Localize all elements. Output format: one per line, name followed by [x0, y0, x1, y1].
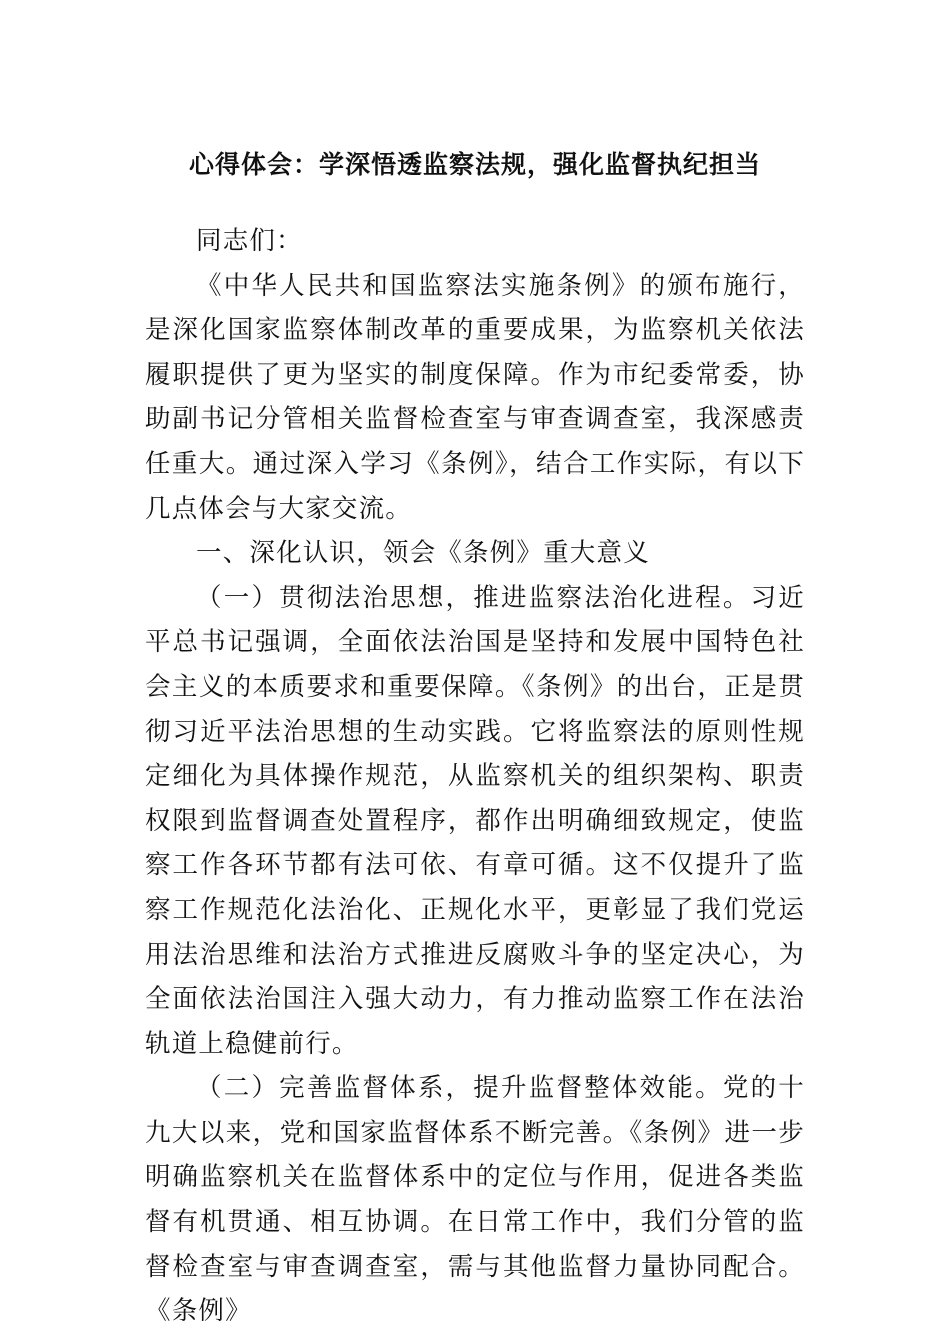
document-body	[145, 219, 805, 1334]
subsection-paragraph-2: （二）完善监督体系，提升监督整体效能。党的十九大以来，党和国家监督体系不断完善。《条例》进一步明确监察机关在监督体系中的定位与作用，促进各类监督有机贯通、相互协调。在日常工作中，我们分管的监督检查室与审查调查室，需与其他监督力量协同配合。《条例》	[145, 1073, 805, 1327]
document-title: 心得体会：学深悟透监察法规，强化监督执纪担当	[188, 150, 761, 179]
salutation: 同志们：	[196, 226, 303, 256]
section-heading-1: 一、深化认识，领会《条例》重大意义	[196, 538, 650, 569]
subsection-paragraph-1: （一）贯彻法治思想，推进监察法治化进程。习近平总书记强调，全面依法治国是坚持和发展中国特色社会主义的本质要求和重要保障。《条例》的出台，正是贯彻习近平法治思想的生动实践。它将监察法的原则性规定细化为具体操作规范，从监察机关的组织架构、职责权限到监督调查处置程序，都作出明确细致规定，使监察工作各环节都有法可依、有章可循。这不仅提升了监察工作规范化法治化、正规化水平，更彰显了我们党运用法治思维和法治方式推进反腐败斗争的坚定决心，为全面依法治国注入强大动力，有力推动监察工作在法治轨道上稳健前行。	[145, 582, 805, 1059]
intro-paragraph: 《中华人民共和国监察法实施条例》的颁布施行，是深化国家监察体制改革的重要成果，为监察机关依法履职提供了更为坚实的制度保障。作为市纪委常委，协助副书记分管相关监督检查室与审查调查室，我深感责任重大。通过深入学习《条例》，结合工作实际，有以下几点体会与大家交流。	[145, 270, 805, 524]
